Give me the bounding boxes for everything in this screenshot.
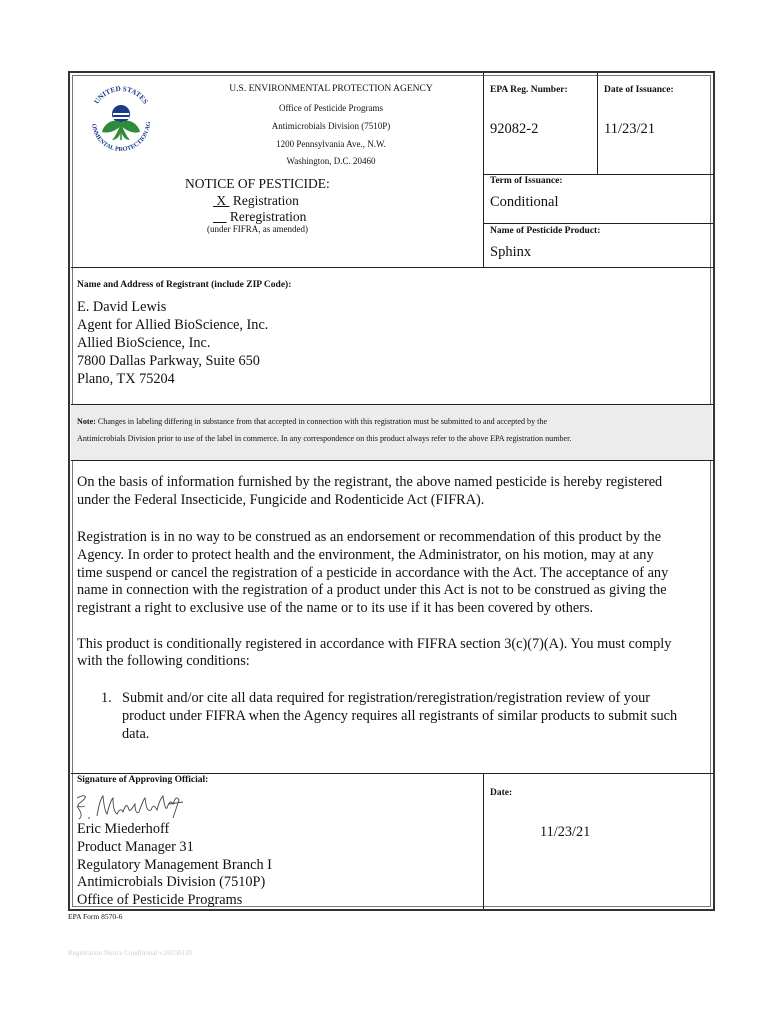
body-p2-line: Registration is in no way to be construed as an endorsement or recommendation of this product by the <box>77 529 662 545</box>
note-line-1 <box>77 417 547 426</box>
street-address: 1200 Pennsylvania Ave., N.W. <box>276 139 386 149</box>
body-p2-line: time suspend or cancel the registration of a pesticide in accordance with the Act. The acceptance of any <box>77 565 669 581</box>
agency-name: U.S. ENVIRONMENTAL PROTECTION AGENCY <box>229 84 433 94</box>
body-bottom <box>71 773 713 774</box>
term-label: Term of Issuance: <box>490 176 563 186</box>
note-label: Note: <box>77 417 96 426</box>
note-box <box>71 405 712 460</box>
registrant-line: 7800 Dallas Parkway, Suite 650 <box>77 353 260 369</box>
reregistration-checkbox-line <box>213 209 306 225</box>
office-name: Office of Pesticide Programs <box>278 103 384 113</box>
body-p2-line: Agency. In order to protect health and the environment, the Administrator, on his motion, may at any <box>77 547 654 563</box>
reregistration-label: Reregistration <box>226 209 307 224</box>
term-value: Conditional <box>490 194 559 210</box>
date-issuance-label: Date of Issuance: <box>604 85 674 95</box>
registrant-label: Name and Address of Registrant (include ZIP Code): <box>77 280 292 290</box>
signature-date-label: Date: <box>490 788 513 798</box>
registrant-line: Allied BioScience, Inc. <box>77 335 211 351</box>
svg-text:UNITED STATES: UNITED STATES <box>92 84 150 106</box>
condition-item-number: 1. <box>101 690 112 706</box>
watermark-text: Registration Notice Conditional v.20150130 <box>68 949 192 957</box>
condition-item-line: Submit and/or cite all data required for registration/reregistration/registration review of your <box>122 690 651 706</box>
note-line-2: Antimicrobials Division prior to use of the label in commerce. In any correspondence on this product always refer to the above EPA registration number. <box>77 434 572 443</box>
product-name-label: Name of Pesticide Product: <box>490 226 601 236</box>
registrant-line: Plano, TX 75204 <box>77 371 175 387</box>
fifra-subtitle: (under FIFRA, as amended) <box>207 224 308 234</box>
signer-line: Product Manager 31 <box>77 839 194 855</box>
registration-checkbox-line: X Registration <box>213 193 299 208</box>
signature-date-value: 11/23/21 <box>540 824 591 840</box>
term-row-bottom <box>483 223 713 224</box>
epa-seal-logo <box>82 78 160 160</box>
signer-line: Antimicrobials Division (7510P) <box>77 874 266 890</box>
signature-date-divider <box>483 773 484 909</box>
body-p2-line: name in connection with the registration of a product under this Act is not to be construed as giving the <box>77 582 667 598</box>
body-p3-line: with the following conditions: <box>77 653 250 669</box>
division-name: Antimicrobials Division (7510P) <box>271 121 391 131</box>
body-p2-line: registrant a right to exclusive use of the name or to its use if it has been covered by others. <box>77 600 594 616</box>
reg-date-divider <box>597 73 598 174</box>
product-name-value: Sphinx <box>490 244 532 260</box>
note-bottom <box>71 460 713 461</box>
registrant-line: E. David Lewis <box>77 299 167 315</box>
svg-text:ENVIRONMENTAL PROTECTION AGENC: ONMENTAL PROTECTION AG <box>89 121 153 154</box>
condition-item-line: product under FIFRA when the Agency requires all registrants of similar products to submit such <box>122 708 678 724</box>
city-address: Washington, D.C. 20460 <box>286 156 376 166</box>
signature-label: Signature of Approving Official: <box>77 775 209 785</box>
reg-number-value: 92082-2 <box>490 121 539 137</box>
body-p1-line: under the Federal Insecticide, Fungicide and Rodenticide Act (FIFRA). <box>77 492 485 508</box>
header-bottom <box>71 267 713 268</box>
form-number: EPA Form 8570-6 <box>68 912 123 921</box>
body-p3-line: This product is conditionally registered in accordance with FIFRA section 3(c)(7)(A). You must comply <box>77 636 672 652</box>
condition-item-line: data. <box>122 726 150 742</box>
signer-line: Office of Pesticide Programs <box>77 892 243 908</box>
signer-line: Eric Miederhoff <box>77 821 170 837</box>
registration-label: Registration <box>229 193 299 208</box>
registrant-line: Agent for Allied BioScience, Inc. <box>77 317 269 333</box>
note-text-1: Changes in labeling differing in substance from that accepted in connection with this registration must be submitted to and accepted by the <box>95 417 548 426</box>
signer-line: Regulatory Management Branch I <box>77 857 272 873</box>
reg-number-label: EPA Reg. Number: <box>490 85 568 95</box>
body-p1-line: On the basis of information furnished by the registrant, the above named pesticide is hereby registered <box>77 474 663 490</box>
date-issuance-value: 11/23/21 <box>604 121 656 137</box>
handwritten-signature <box>73 792 193 822</box>
reg-row-bottom <box>483 174 713 175</box>
notice-title: NOTICE OF PESTICIDE: <box>185 176 330 191</box>
